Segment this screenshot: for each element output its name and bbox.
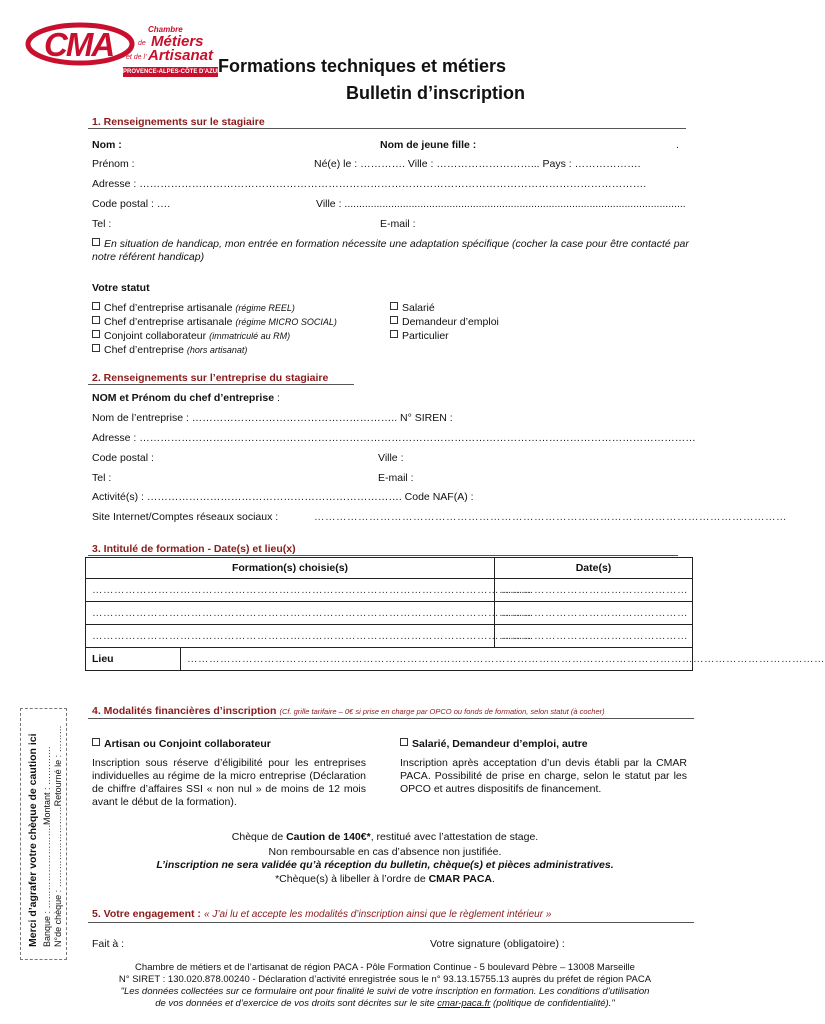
handicap-text: En situation de handicap, mon entrée en formation nécessite une adaptation spécifique (cocher la case pour être contacté par notre référent handicap) bbox=[92, 238, 689, 263]
tel-entreprise-field[interactable]: Tel : bbox=[92, 472, 112, 484]
fait-a-field[interactable]: Fait à : bbox=[92, 938, 125, 950]
email-field[interactable]: E-mail : bbox=[380, 218, 416, 230]
merci-agrafer-text: Merci d’agrafer votre chèque de caution ici bbox=[27, 733, 39, 947]
ville-entreprise-field[interactable]: Ville : bbox=[378, 452, 404, 464]
formation-dots: ………………………………………………………………………………………………………… bbox=[92, 584, 532, 596]
section4-heading-row bbox=[92, 705, 605, 717]
table-row bbox=[86, 602, 693, 625]
logo-et-de: et de l' bbox=[126, 54, 147, 61]
statut-title: Votre statut bbox=[92, 282, 150, 294]
logo-region-band: PROVENCE-ALPES-CÔTE D'AZUR bbox=[123, 69, 222, 75]
logo-artisanat: Artisanat bbox=[148, 47, 214, 64]
cma-logo-text: CMA bbox=[44, 26, 114, 63]
nom-jeune-fille-label[interactable]: Nom de jeune fille : bbox=[380, 139, 477, 151]
col-formation: Formation(s) choisie(s) bbox=[86, 558, 495, 579]
salarie-conditions: Inscription après acceptation d’un devis établi par la CMAR PACA. Possibilité de prise en charge, selon le statut par les OPCO et autres dispositifs de financement. bbox=[400, 757, 687, 795]
chef-entreprise-colon: : bbox=[274, 392, 280, 404]
checkbox[interactable] bbox=[390, 302, 398, 310]
date-cell[interactable] bbox=[495, 625, 693, 648]
option-label: Conjoint collaborateur bbox=[104, 330, 207, 342]
formation-table-header bbox=[86, 558, 693, 579]
libeller-pre: *Chèque(s) à libeller à l’ordre de bbox=[275, 873, 429, 885]
formation-cell[interactable] bbox=[86, 625, 532, 648]
adresse-entreprise-field[interactable]: Adresse : …………………………………………………………………………………………………………………………………………… bbox=[92, 432, 696, 444]
statut-option[interactable] bbox=[92, 343, 337, 357]
section5-rule bbox=[88, 922, 694, 923]
lieu-dots: ………………………………………………………………………………………………………………………………………………………… bbox=[187, 653, 825, 665]
lieu-label: Lieu bbox=[86, 648, 181, 671]
checkbox[interactable] bbox=[92, 302, 100, 310]
page-subtitle: Bulletin d’inscription bbox=[346, 83, 525, 103]
salarie-option[interactable] bbox=[400, 738, 588, 750]
artisan-conditions: Inscription sous réserve d’éligibilité pour les entreprises individuelles au régime de la micro entreprise (Déclaration de chiffre d’affaires SSI « non nul » de moins de 12 mois avant le début de la formation). bbox=[92, 757, 366, 808]
date-cell[interactable] bbox=[495, 579, 693, 602]
section4-rule bbox=[88, 718, 694, 719]
chef-entreprise-label: NOM et Prénom du chef d’entreprise bbox=[92, 392, 275, 404]
table-row bbox=[86, 625, 693, 648]
option-note: (hors artisanat) bbox=[186, 345, 248, 355]
nom-label[interactable]: Nom : bbox=[92, 139, 122, 151]
section2-rule bbox=[88, 384, 354, 385]
artisan-option-label: Artisan ou Conjoint collaborateur bbox=[104, 738, 271, 750]
signature-field[interactable]: Votre signature (obligatoire) : bbox=[430, 938, 565, 950]
artisan-option[interactable] bbox=[92, 738, 271, 750]
statut-option[interactable] bbox=[92, 329, 337, 343]
caution-post: , restitué avec l’attestation de stage. bbox=[370, 831, 539, 843]
statut-option[interactable] bbox=[92, 315, 337, 329]
date-dots: …………………………………………… bbox=[501, 584, 688, 596]
option-note: (immatriculé au RM) bbox=[209, 331, 291, 341]
libeller-post: . bbox=[491, 873, 495, 885]
cmar-paca-link[interactable]: cmar-paca.fr bbox=[437, 998, 491, 1009]
validation-line: L’inscription ne sera validée qu’à réception du bulletin, chèque(s) et pièces administratives. bbox=[156, 859, 614, 871]
handicap-checkbox-row[interactable] bbox=[92, 238, 690, 264]
section5-heading: 5. Votre engagement : bbox=[92, 908, 201, 920]
nom-jeune-fille-end: . bbox=[676, 139, 679, 151]
date-dots: …………………………………………… bbox=[501, 630, 688, 642]
page-title: Formations techniques et métiers bbox=[218, 56, 507, 76]
handicap-checkbox[interactable] bbox=[92, 238, 100, 246]
libeller-line bbox=[0, 873, 770, 885]
activite-field[interactable]: Activité(s) : ………………………………………………………………. Code NAF(A) : bbox=[92, 491, 474, 503]
date-cell[interactable] bbox=[495, 602, 693, 625]
footer-privacy-pre: de vos données et d’exercice de vos droits sont décrites sur le site bbox=[155, 998, 438, 1009]
footer bbox=[0, 962, 770, 1010]
footer-address: Chambre de métiers et de l’artisanat de région PACA - Pôle Formation Continue - 5 boulevard Pèbre – 13008 Marseille bbox=[135, 962, 635, 973]
nom-entreprise-field[interactable]: Nom de l’entreprise : ………………………………………………….. N° SIREN : bbox=[92, 412, 453, 424]
ville-field[interactable]: Ville : ..................................................................................................................... bbox=[316, 198, 686, 210]
checkbox[interactable] bbox=[390, 316, 398, 324]
statut-option[interactable] bbox=[390, 315, 499, 329]
formation-dots: ………………………………………………………………………………………………………… bbox=[92, 607, 532, 619]
statut-option[interactable] bbox=[92, 301, 337, 315]
statut-right-list bbox=[390, 301, 499, 343]
section3-heading: 3. Intitulé de formation - Date(s) et lieu(x) bbox=[92, 543, 296, 555]
formation-dots: ………………………………………………………………………………………………………… bbox=[92, 630, 532, 642]
lieu-row bbox=[86, 648, 693, 671]
option-label: Chef d’entreprise artisanale bbox=[104, 316, 233, 328]
section4-heading: 4. Modalités financières d’inscription bbox=[92, 705, 277, 717]
logo-chambre: Chambre bbox=[148, 25, 183, 34]
option-note: (régime MICRO SOCIAL) bbox=[235, 317, 337, 327]
formation-table bbox=[85, 557, 825, 671]
footer-privacy-2 bbox=[0, 998, 770, 1010]
caution-amount: Caution de 140€* bbox=[286, 831, 371, 843]
tel-field[interactable]: Tel : bbox=[92, 218, 112, 230]
checkbox[interactable] bbox=[390, 330, 398, 338]
option-label: Salarié bbox=[402, 302, 435, 314]
option-label: Chef d’entreprise bbox=[104, 344, 184, 356]
footer-siret: N° SIRET : 130.020.878.00240 - Déclaration d’activité enregistrée sous le n° 93.13.15755.13 auprès du préfet de région PACA bbox=[118, 974, 652, 985]
prenom-label[interactable]: Prénom : bbox=[92, 158, 135, 170]
checkbox[interactable] bbox=[92, 330, 100, 338]
option-label: Chef d’entreprise artisanale bbox=[104, 302, 233, 314]
banque-field[interactable]: Banque : ……………………….Montant : …………. bbox=[42, 746, 52, 947]
section3-rule bbox=[88, 555, 678, 556]
non-remboursable-line: Non remboursable en cas d’absence non justifiée. bbox=[268, 846, 502, 858]
section1-heading: 1. Renseignements sur le stagiaire bbox=[92, 116, 265, 128]
naissance-field[interactable]: Né(e) le : …………. Ville : ………………………... Pays : ………………. bbox=[314, 158, 641, 170]
logo-metiers: Métiers bbox=[151, 33, 204, 50]
statut-option[interactable] bbox=[390, 301, 499, 315]
statut-option[interactable] bbox=[390, 329, 499, 343]
section5-heading-row bbox=[92, 908, 551, 920]
logo-de: de bbox=[138, 40, 146, 47]
option-note: (régime REEL) bbox=[235, 303, 295, 313]
lieu-cell[interactable] bbox=[181, 648, 825, 671]
table-row bbox=[86, 579, 693, 602]
checkbox[interactable] bbox=[92, 738, 100, 746]
adresse-field[interactable]: Adresse : ………………………………………………………………………………………………………………………………. bbox=[92, 178, 647, 190]
option-label: Particulier bbox=[402, 330, 449, 342]
formation-cell[interactable] bbox=[86, 602, 532, 625]
email-entreprise-field[interactable]: E-mail : bbox=[378, 472, 414, 484]
libeller-bold: CMAR PACA bbox=[428, 873, 492, 885]
checkbox[interactable] bbox=[92, 344, 100, 352]
footer-privacy-1: "Les données collectées sur ce formulaire ont pour finalité le suivi de votre inscription en formation. Les conditions d’utilisation bbox=[120, 986, 650, 997]
chef-entreprise-row[interactable] bbox=[92, 392, 280, 404]
site-field[interactable]: ………………………………………………………………………………………………………………… bbox=[314, 511, 787, 523]
section1-rule bbox=[88, 128, 686, 129]
option-label: Demandeur d’emploi bbox=[402, 316, 499, 328]
formation-cell[interactable] bbox=[86, 579, 532, 602]
site-label[interactable]: Site Internet/Comptes réseaux sociaux : bbox=[92, 511, 279, 523]
statut-left-list bbox=[92, 301, 337, 357]
caution-pre: Chèque de bbox=[231, 831, 287, 843]
section2-heading: 2. Renseignements sur l’entreprise du stagiaire bbox=[92, 372, 329, 384]
caution-line bbox=[0, 831, 770, 843]
code-postal-entreprise-field[interactable]: Code postal : bbox=[92, 452, 154, 464]
section4-note: (Cf. grille tarifaire – 0€ si prise en charge par OPCO ou fonds de formation, selon statut (à cocher) bbox=[279, 707, 605, 716]
code-postal-field[interactable]: Code postal : …. bbox=[92, 198, 171, 210]
footer-privacy-post: (politique de confidentialité)." bbox=[490, 998, 615, 1009]
cma-logo bbox=[26, 22, 221, 84]
col-dates: Date(s) bbox=[495, 558, 693, 579]
date-dots: …………………………………………… bbox=[501, 607, 688, 619]
salarie-option-label: Salarié, Demandeur d’emploi, autre bbox=[412, 738, 588, 750]
checkbox[interactable] bbox=[400, 738, 408, 746]
checkbox[interactable] bbox=[92, 316, 100, 324]
numero-cheque-field[interactable]: N°de chèque : ………………………Retourné le : ……… bbox=[53, 725, 63, 947]
engagement-quote: « J’ai lu et accepte les modalités d’inscription ainsi que le règlement intérieur » bbox=[203, 909, 552, 920]
